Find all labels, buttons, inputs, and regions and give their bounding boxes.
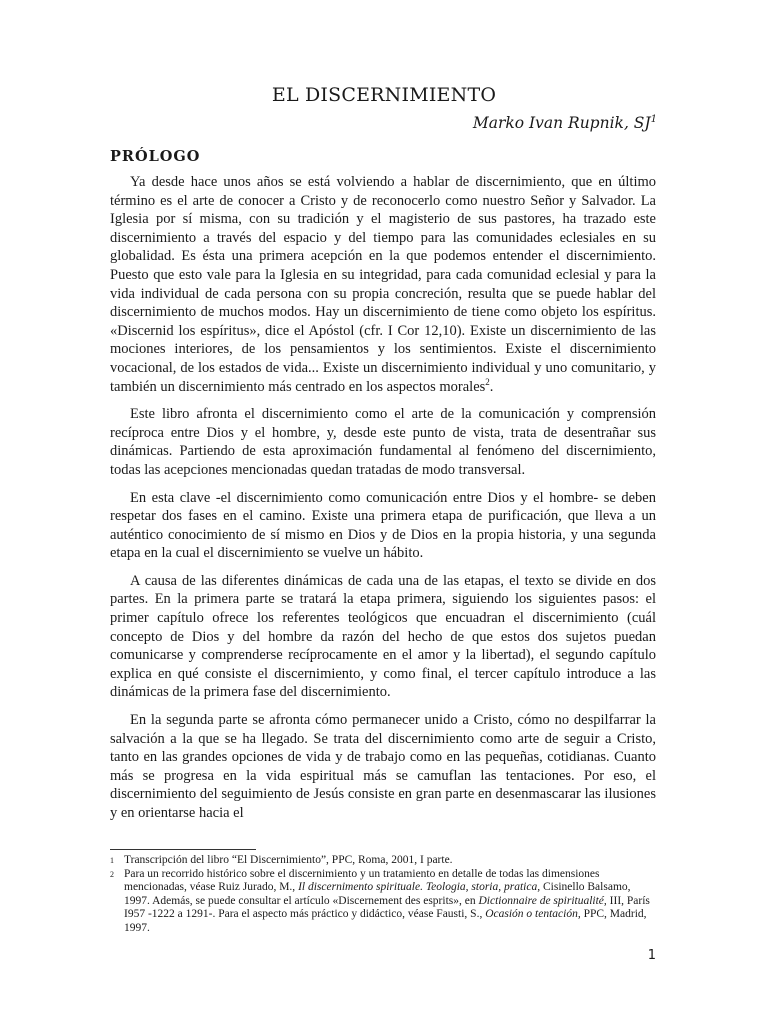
page-number: 1 [647, 948, 656, 963]
paragraph: A causa de las diferentes dinámicas de cada una de las etapas, el texto se divide en dos partes. En la primera parte se tratará la etapa primera, siguiendo los siguientes pasos: el primer capítulo ofrece los referentes teológicos que encuadran el discernimiento (cuál concepto de Dios y del hombre da razón del hecho de que estos dos sujetos puedan comunicarse y comprenderse recíprocamente en el amor y la libertad), el segundo capítulo explica en qué consiste el discernimiento, y como final, el tercer capítulo introduce a las dinámicas de la primera fase del discernimiento. [110, 572, 656, 701]
footnote-2 [110, 868, 658, 936]
footnote-ref-2: 2 [485, 376, 490, 387]
paragraph: En esta clave -el discernimiento como comunicación entre Dios y el hombre- se deben respetar dos fases en el camino. Existe una primera etapa de purificación, que lleva a un auténtico conocimiento de sí mismo en Dios y de Dios en la propia historia, y una segunda etapa en la cual el discernimiento se vuelve un hábito. [110, 489, 656, 562]
footnote-text: Para un recorrido histórico sobre el discernimiento y un tratamiento en detalle de todas las dimensiones mencionadas, véase Ruiz Jurado, M., [124, 867, 600, 894]
footnotes [110, 854, 658, 936]
author-line [473, 114, 657, 132]
footnote-text: Cisinello Balsamo, 1997. Además, se puede consultar el artículo «Discernement des esprits», en [124, 881, 631, 907]
footnote-text: PPC, Madrid, 1997. [124, 908, 647, 934]
paragraph-text: Ya desde hace unos años se está volviendo a hablar de discernimiento, que en último término es el arte de conocer a Cristo y de reconocerlo como nuestro Señor y Salvador. La Iglesia por sí misma, con su tradición y el magisterio de sus pastores, ha trazado este discernimiento a través del espacio y del tiempo para las comunidades eclesiales en su globalidad. Es ésta una primera acepción en la que podemos entender el discernimiento. Puesto que esto vale para la Iglesia en su integridad, para cada comunidad eclesial y para la vida individual de cada persona con su propia concreción, resulta que se puede hablar del discernimiento de muchos modos. Hay un discernimiento de tiene como objeto los espíritus. «Discernid los espíritus», dice el Apóstol (cfr. I Cor 12,10). Existe un discernimiento de las mociones interiores, de los pensamientos y los sentimientos. Existe el discernimiento vocacional, de los estados de vida... Existe un discernimiento individual y uno comunitario, y también un discernimiento más centrado en los aspectos morales [110, 174, 656, 395]
footnote-1 [110, 854, 658, 868]
footnote-title: Ocasión o tentación, [485, 908, 581, 921]
footnote-text: Transcripción del libro “El Discernimiento”, PPC, Roma, 2001, I parte. [124, 854, 453, 866]
footnote-title: Dictionnaire de spiritualité, [478, 894, 607, 907]
paragraph: En la segunda parte se afronta cómo permanecer unido a Cristo, cómo no despilfarrar la salvación a la que se ha llegado. Se trata del discernimiento como arte de seguir a Cristo, tanto en las grandes opciones de vida y de trabajo como en las pequeñas, cotidianas. Cuanto más se progresa en la vida espiritual más se camuflan las tentaciones. Por eso, el discernimiento del seguimiento de Jesús consiste en gran parte en desenmascarar las ilusiones y en orientarse hacia el [110, 712, 656, 821]
footnote-number: 1 [110, 856, 114, 865]
footnote-text: III, París I957 -1222 a 1291-. Para el aspecto más práctico y didáctico, véase Fausti, S., [124, 894, 650, 921]
section-heading: PRÓLOGO [110, 148, 201, 165]
document-title: EL DISCERNIMIENTO [271, 84, 497, 106]
footnote-title: Il discernimento spirituale. Teologia, storia, pratica, [298, 881, 541, 894]
footnote-ref-1: 1 [650, 114, 657, 125]
paragraph: Este libro afronta el discernimiento como el arte de la comunicación y comprensión recíproca entre Dios y el hombre, y, desde este punto de vista, trata de desentrañar sus dinámicas. Partiendo de esta aproximación fundamental al fenómeno del discernimiento, todas las acepciones mencionadas quedan tratadas de modo transversal. [110, 406, 656, 478]
author-name: Marko Ivan Rupnik, SJ [472, 114, 651, 133]
footnote-divider [110, 849, 256, 850]
body-text [110, 173, 656, 832]
footnote-number: 2 [110, 869, 114, 879]
paragraph-tail: . [489, 378, 494, 395]
paragraph [110, 173, 656, 396]
